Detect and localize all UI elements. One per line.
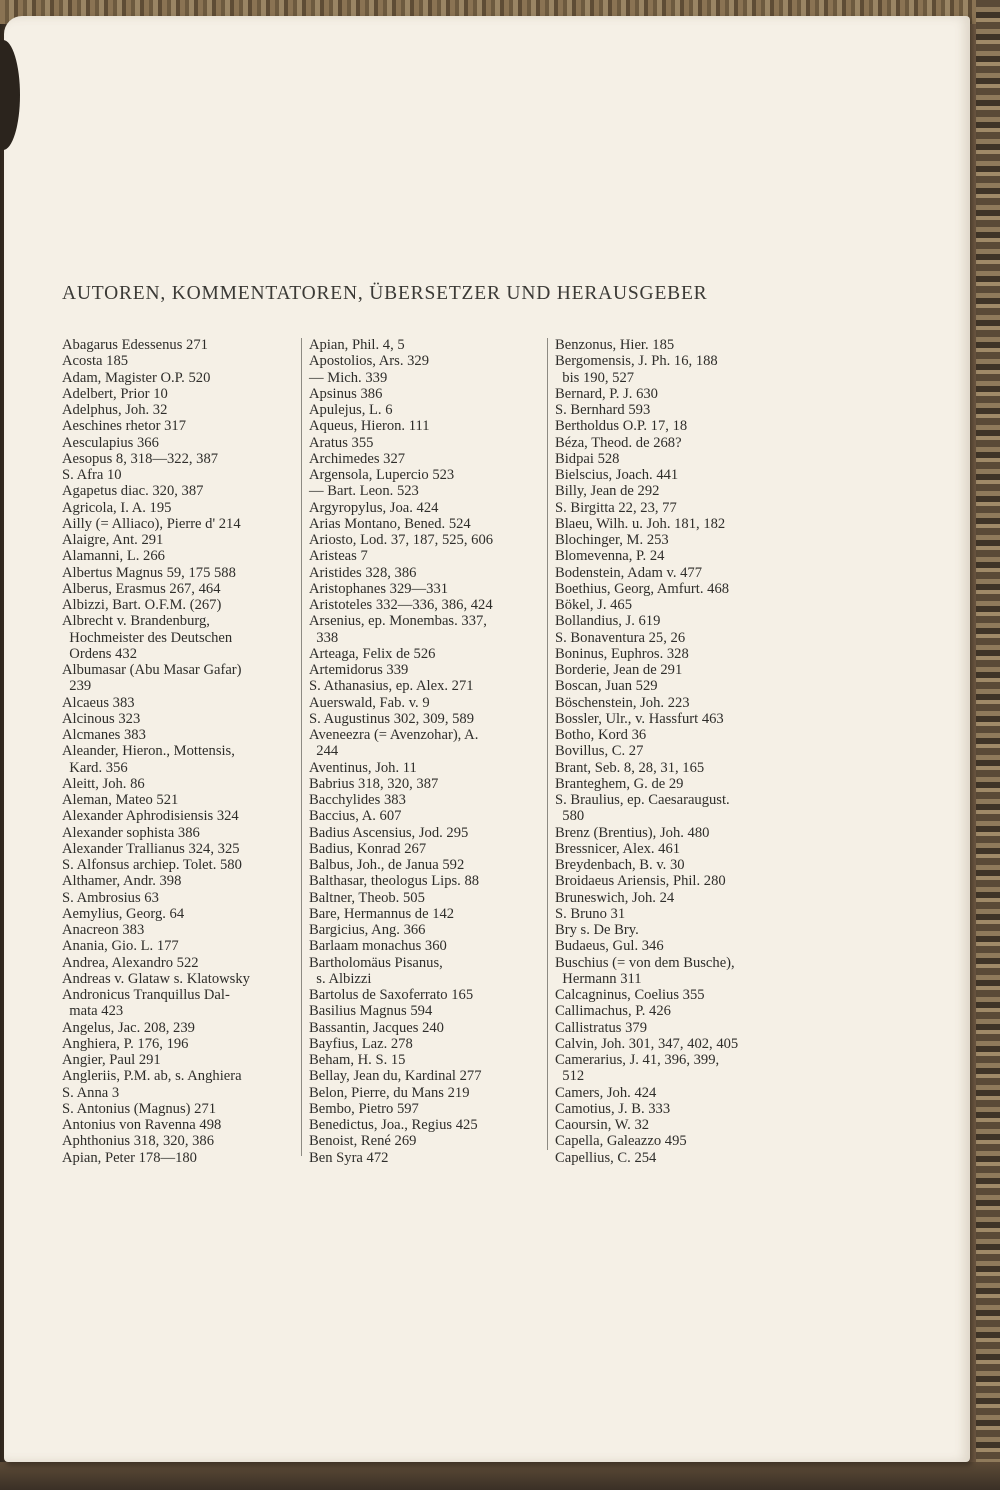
index-entry: Adelbert, Prior 10: [62, 385, 168, 402]
index-entry: Branteghem, G. de 29: [555, 775, 684, 792]
index-entry: Aesopus 8, 318—322, 387: [62, 450, 219, 467]
index-entry: Bollandius, J. 619: [555, 613, 661, 630]
index-entry: Aleitt, Joh. 86: [62, 775, 145, 792]
index-entry: S. Antonius (Magnus) 271: [62, 1100, 217, 1117]
index-entry: Apian, Peter 178—180: [62, 1149, 197, 1166]
index-entry: Andreas v. Glataw s. Klatowsky: [62, 970, 250, 987]
index-entry: Bartolus de Saxoferrato 165: [309, 987, 474, 1003]
column-divider-1: [301, 338, 302, 1156]
index-entry: Arias Montano, Bened. 524: [309, 515, 471, 532]
index-entry: Botho, Kord 36: [555, 727, 647, 743]
index-entry: Andronicus Tranquillus Dal-: [62, 987, 230, 1003]
index-entry: Albizzi, Bart. O.F.M. (267): [62, 597, 222, 613]
index-entry: Baccius, A. 607: [309, 808, 402, 825]
index-entry: Kard. 356: [62, 759, 128, 776]
index-entry: Basilius Magnus 594: [309, 1003, 433, 1020]
index-entry: s. Albizzi: [309, 970, 372, 987]
index-entry: S. Athanasius, ep. Alex. 271: [309, 678, 474, 695]
index-entry: S. Anna 3: [62, 1084, 120, 1101]
index-entry: Badius Ascensius, Jod. 295: [309, 824, 469, 841]
index-entry: Aemylius, Georg. 64: [62, 905, 185, 922]
index-entry: Anacreon 383: [62, 922, 145, 938]
index-heading: AUTOREN, KOMMENTATOREN, ÜBERSETZER UND HERAUSGEBER: [62, 283, 708, 304]
index-entry: Alcaeus 383: [62, 694, 135, 711]
index-entry: Balbus, Joh., de Janua 592: [309, 857, 465, 873]
index-entry: Althamer, Andr. 398: [62, 873, 182, 890]
index-entry: Callistratus 379: [555, 1019, 648, 1036]
index-entry: Aristides 328, 386: [309, 564, 417, 581]
index-entry: Aventinus, Joh. 11: [309, 759, 417, 776]
index-entry: Antonius von Ravenna 498: [62, 1117, 222, 1133]
index-entry: Benedictus, Joa., Regius 425: [309, 1117, 478, 1133]
index-entry: Hermann 311: [555, 970, 642, 987]
index-entry: Adam, Magister O.P. 520: [62, 369, 211, 386]
index-entry: Alberus, Erasmus 267, 464: [62, 580, 221, 597]
index-entry: Benoist, René 269: [309, 1133, 417, 1150]
index-entry: S. Augustinus 302, 309, 589: [309, 710, 475, 727]
index-entry: Capella, Galeazzo 495: [555, 1133, 687, 1150]
index-entry: Bare, Hermannus de 142: [309, 905, 455, 922]
index-entry: S. Bonaventura 25, 26: [555, 629, 686, 646]
index-entry: Bacchylides 383: [309, 792, 406, 808]
index-entry: Anghiera, P. 176, 196: [62, 1035, 189, 1052]
index-entry: Brenz (Brentius), Joh. 480: [555, 824, 710, 841]
index-entry: Blomevenna, P. 24: [555, 548, 665, 565]
index-entry: Buschius (= von dem Busche),: [555, 954, 735, 971]
index-entry: S. Ambrosius 63: [62, 889, 159, 906]
index-entry: Breydenbach, B. v. 30: [555, 857, 685, 873]
index-entry: Bovillus, C. 27: [555, 743, 644, 760]
index-entry: Camers, Joh. 424: [555, 1084, 657, 1101]
index-entry: Auerswald, Fab. v. 9: [309, 694, 430, 711]
index-entry: Borderie, Jean de 291: [555, 662, 683, 678]
index-column-1: [62, 337, 298, 1166]
index-entry: Bodenstein, Adam v. 477: [555, 564, 703, 581]
index-entry: S. Bernhard 593: [555, 402, 651, 418]
index-entry: Aristophanes 329—331: [309, 580, 449, 597]
index-entry: Bernard, P. J. 630: [555, 385, 658, 402]
index-entry: Albumasar (Abu Masar Gafar): [62, 662, 242, 678]
index-entry: Béza, Theod. de 268?: [555, 434, 682, 451]
index-entry: Apian, Phil. 4, 5: [309, 337, 405, 353]
index-entry: — Bart. Leon. 523: [309, 483, 419, 500]
index-entry: 244: [309, 743, 339, 760]
index-entry: Bidpai 528: [555, 450, 620, 467]
index-entry: Alaigre, Ant. 291: [62, 532, 164, 548]
index-entry: Bergomensis, J. Ph. 16, 188: [555, 353, 718, 370]
index-column-2: [309, 337, 541, 1166]
index-entry: Camotius, J. B. 333: [555, 1100, 671, 1117]
index-entry: Brant, Seb. 8, 28, 31, 165: [555, 759, 705, 776]
index-entry: Argensola, Lupercio 523: [309, 467, 455, 483]
index-entry: Ben Syra 472: [309, 1149, 389, 1166]
index-entry: Bembo, Pietro 597: [309, 1100, 419, 1117]
index-entry: Aristoteles 332—336, 386, 424: [309, 597, 493, 613]
index-entry: Apostolios, Ars. 329: [309, 353, 430, 370]
index-entry: Bossler, Ulr., v. Hassfurt 463: [555, 710, 724, 727]
index-entry: Alexander Trallianus 324, 325: [62, 840, 240, 857]
index-entry: Baltner, Theob. 505: [309, 889, 425, 906]
index-entry: Albertus Magnus 59, 175 588: [62, 564, 236, 581]
index-entry: S. Bruno 31: [555, 905, 626, 922]
index-entry: Bressnicer, Alex. 461: [555, 840, 681, 857]
index-entry: Aratus 355: [309, 434, 374, 451]
index-entry: Bökel, J. 465: [555, 597, 633, 613]
index-entry: Aleman, Mateo 521: [62, 792, 179, 808]
index-entry: Boninus, Euphros. 328: [555, 645, 689, 662]
index-entry: S. Birgitta 22, 23, 77: [555, 499, 677, 516]
index-entry: Broidaeus Ariensis, Phil. 280: [555, 873, 726, 890]
index-entry: Angier, Paul 291: [62, 1052, 161, 1068]
index-entry: S. Afra 10: [62, 467, 122, 483]
marbled-cover-edge: [976, 0, 1000, 1490]
index-entry: — Mich. 339: [309, 369, 388, 386]
index-entry: 338: [309, 629, 339, 646]
index-entry: Badius, Konrad 267: [309, 840, 427, 857]
index-entry: Aveneezra (= Avenzohar), A.: [309, 727, 479, 743]
index-entry: Apulejus, L. 6: [309, 402, 393, 418]
index-entry: Bassantin, Jacques 240: [309, 1019, 444, 1036]
index-entry: Abagarus Edessenus 271: [62, 337, 208, 353]
index-entry: Alexander Aphrodisiensis 324: [62, 808, 239, 825]
index-entry: Bellay, Jean du, Kardinal 277: [309, 1068, 482, 1085]
index-entry: Balthasar, theologus Lips. 88: [309, 873, 480, 890]
index-entry: S. Alfonsus archiep. Tolet. 580: [62, 857, 242, 873]
index-entry: S. Braulius, ep. Caesaraugust.: [555, 792, 730, 808]
index-entry: Calcagninus, Coelius 355: [555, 987, 705, 1003]
index-entry: Aphthonius 318, 320, 386: [62, 1133, 215, 1150]
index-entry: Babrius 318, 320, 387: [309, 775, 439, 792]
index-entry: Calvin, Joh. 301, 347, 402, 405: [555, 1035, 739, 1052]
index-entry: Boethius, Georg, Amfurt. 468: [555, 580, 730, 597]
cover-bottom-edge: [0, 1462, 1000, 1490]
index-entry: Hochmeister des Deutschen: [62, 629, 233, 646]
index-entry: Argyropylus, Joa. 424: [309, 499, 439, 516]
index-entry: Belon, Pierre, du Mans 219: [309, 1084, 470, 1101]
index-entry: Bielscius, Joach. 441: [555, 467, 679, 483]
index-entry: mata 423: [62, 1003, 124, 1020]
index-entry: Anania, Gio. L. 177: [62, 938, 179, 955]
index-entry: Alcmanes 383: [62, 727, 146, 743]
index-entry: Agricola, I. A. 195: [62, 499, 172, 516]
index-entry: Adelphus, Joh. 32: [62, 402, 168, 418]
index-entry: Aeschines rhetor 317: [62, 418, 187, 435]
index-entry: Arteaga, Felix de 526: [309, 645, 436, 662]
index-entry: Bertholdus O.P. 17, 18: [555, 418, 688, 435]
index-entry: Archimedes 327: [309, 450, 406, 467]
index-entry: Bartholomäus Pisanus,: [309, 954, 443, 971]
index-entry: 580: [555, 808, 585, 825]
index-entry: Bry s. De Bry.: [555, 922, 639, 938]
index-entry: Angleriis, P.M. ab, s. Anghiera: [62, 1068, 242, 1085]
index-entry: Budaeus, Gul. 346: [555, 938, 664, 955]
index-entry: Andrea, Alexandro 522: [62, 954, 199, 971]
index-entry: Caoursin, W. 32: [555, 1117, 650, 1133]
index-entry: Ariosto, Lod. 37, 187, 525, 606: [309, 532, 494, 548]
index-entry: 512: [555, 1068, 585, 1085]
index-entry: Billy, Jean de 292: [555, 483, 660, 500]
index-entry: Böschenstein, Joh. 223: [555, 694, 690, 711]
index-entry: Aristeas 7: [309, 548, 368, 565]
index-entry: Camerarius, J. 41, 396, 399,: [555, 1052, 720, 1068]
index-entry: Blaeu, Wilh. u. Joh. 181, 182: [555, 515, 726, 532]
index-entry: bis 190, 527: [555, 369, 635, 386]
index-entry: Bargicius, Ang. 366: [309, 922, 426, 938]
index-entry: Apsinus 386: [309, 385, 383, 402]
index-entry: Artemidorus 339: [309, 662, 409, 678]
index-entry: Bruneswich, Joh. 24: [555, 889, 675, 906]
index-entry: Benzonus, Hier. 185: [555, 337, 675, 353]
index-column-3: [555, 337, 791, 1166]
index-entry: Alcinous 323: [62, 710, 141, 727]
index-entry: Alamanni, L. 266: [62, 548, 165, 565]
index-entry: Ailly (= Alliaco), Pierre d' 214: [62, 515, 241, 532]
index-entry: Barlaam monachus 360: [309, 938, 447, 955]
index-entry: Alexander sophista 386: [62, 824, 200, 841]
index-entry: Albrecht v. Brandenburg,: [62, 613, 210, 630]
index-entry: Ordens 432: [62, 645, 137, 662]
index-entry: Blochinger, M. 253: [555, 532, 669, 548]
index-entry: Capellius, C. 254: [555, 1149, 657, 1166]
index-entry: Aqueus, Hieron. 111: [309, 418, 430, 435]
column-divider-2: [547, 338, 548, 1150]
index-entry: Angelus, Jac. 208, 239: [62, 1019, 195, 1036]
index-entry: Aleander, Hieron., Mottensis,: [62, 743, 235, 760]
index-entry: Agapetus diac. 320, 387: [62, 483, 204, 500]
index-entry: Callimachus, P. 426: [555, 1003, 671, 1020]
index-entry: Bayfius, Laz. 278: [309, 1035, 413, 1052]
index-entry: Acosta 185: [62, 353, 129, 370]
index-entry: Boscan, Juan 529: [555, 678, 658, 695]
index-entry: Beham, H. S. 15: [309, 1052, 406, 1068]
index-entry: Aesculapius 366: [62, 434, 159, 451]
index-entry: 239: [62, 678, 92, 695]
index-entry: Arsenius, ep. Monembas. 337,: [309, 613, 487, 630]
